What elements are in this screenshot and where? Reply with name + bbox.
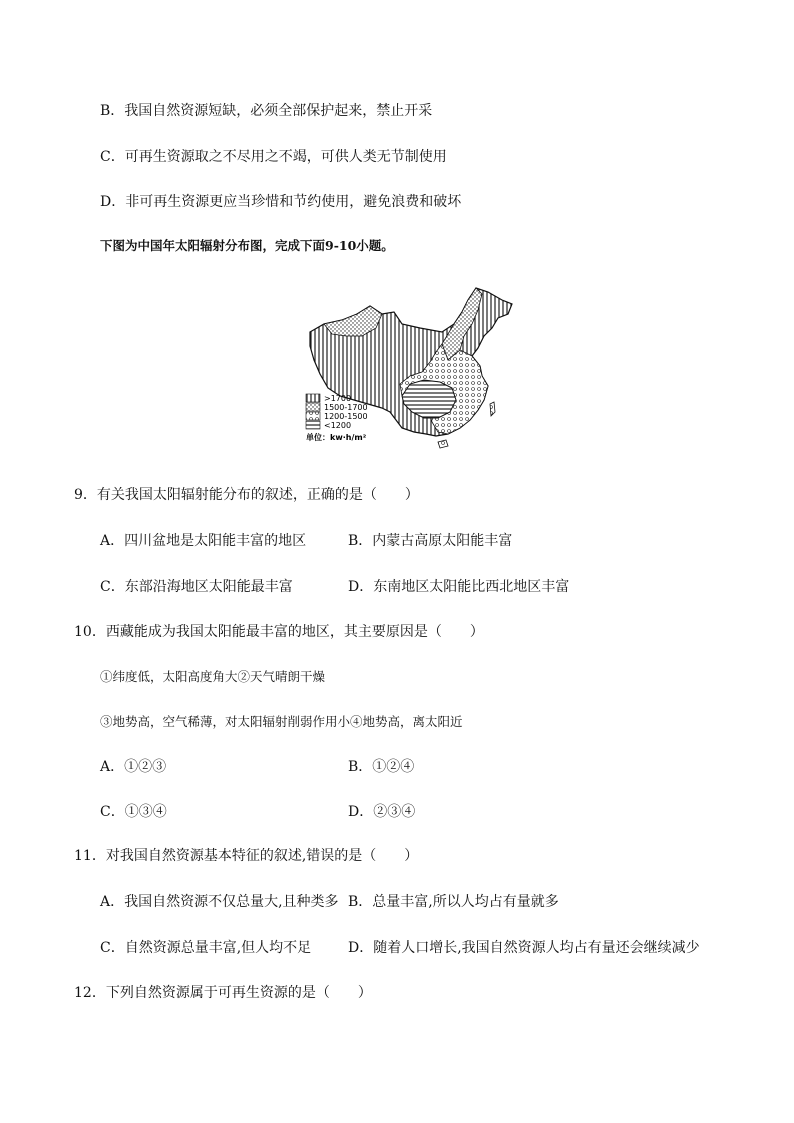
taiwan-island: [490, 402, 495, 416]
q9-option-a: A．四川盆地是太阳能丰富的地区: [100, 533, 307, 549]
q10-statement-2: ③地势高，空气稀薄，对太阳辐射削弱作用小④地势高，离太阳近: [100, 714, 463, 729]
q11-stem: 11．对我国自然资源基本特征的叙述,错误的是（ ）: [74, 848, 419, 864]
hainan-island: [438, 440, 448, 448]
legend-label-1: >1700: [324, 394, 352, 403]
map-intro: 下图为中国年太阳辐射分布图，完成下面9-10小题。: [100, 238, 394, 253]
q9-option-c: C．东部沿海地区太阳能最丰富: [100, 579, 293, 595]
legend-unit: 单位：kw·h/m²: [306, 433, 367, 442]
legend-label-2: 1500-1700: [324, 403, 368, 412]
q9-option-b: B．内蒙古高原太阳能丰富: [348, 533, 513, 549]
q11-option-c: C．自然资源总量丰富,但人均不足: [100, 940, 312, 956]
q10-option-c: C．①③④: [100, 804, 167, 820]
legend-swatch-2: [306, 403, 320, 411]
q10-option-a: A．①②③: [100, 759, 167, 775]
option-b-prev: B．我国自然资源短缺，必须全部保护起来，禁止开采: [100, 103, 433, 119]
legend-swatch-4: [306, 421, 320, 429]
legend-label-4: <1200: [324, 421, 352, 430]
q11-option-b: B．总量丰富,所以人均占有量就多: [348, 894, 559, 910]
option-c-prev: C．可再生资源取之不尽用之不竭，可供人类无节制使用: [100, 149, 447, 165]
q9-stem: 9．有关我国太阳辐射能分布的叙述，正确的是（ ）: [74, 487, 419, 503]
solar-radiation-map: [302, 284, 518, 454]
q12-stem: 12．下列自然资源属于可再生资源的是（ ）: [74, 985, 372, 1001]
q10-option-d: D．②③④: [348, 804, 416, 820]
q9-option-d: D．东南地区太阳能比西北地区丰富: [348, 579, 570, 595]
q10-statement-1: ①纬度低，太阳高度角大②天气晴朗干燥: [100, 669, 326, 684]
q11-option-d: D．随着人口增长,我国自然资源人均占有量还会继续减少: [348, 940, 700, 956]
q10-option-b: B．①②④: [348, 759, 415, 775]
q10-stem: 10．西藏能成为我国太阳能最丰富的地区，其主要原因是（ ）: [74, 624, 484, 640]
legend-swatch-1: [306, 394, 320, 402]
legend-swatch-3: [306, 412, 320, 420]
q11-option-a: A．我国自然资源不仅总量大,且种类多: [100, 894, 339, 910]
option-d-prev: D．非可再生资源更应当珍惜和节约使用，避免浪费和破坏: [100, 194, 462, 210]
legend-label-3: 1200-1500: [324, 412, 368, 421]
